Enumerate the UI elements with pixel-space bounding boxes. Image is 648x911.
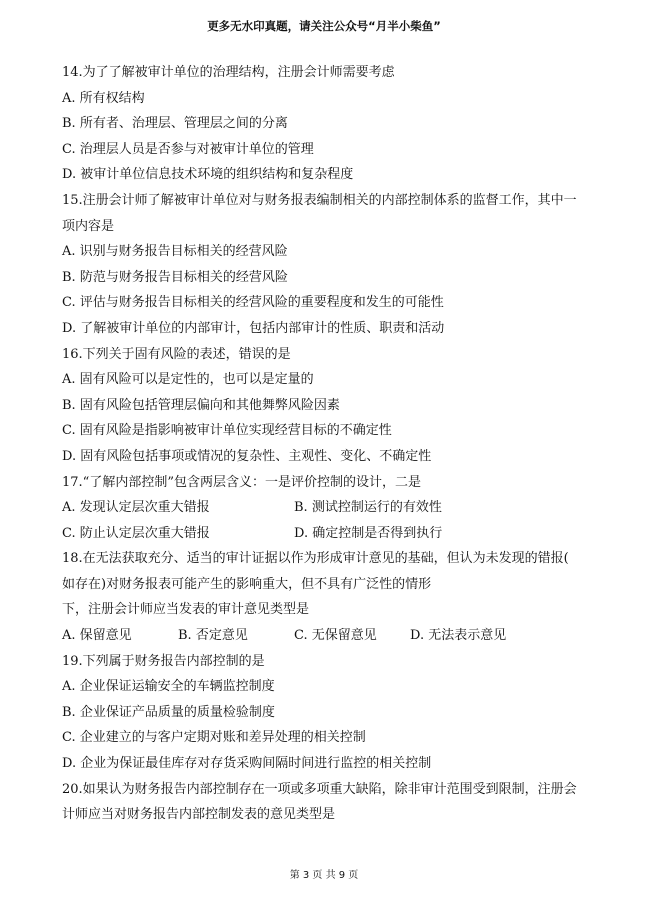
question-18-option-a: A. 保留意见 [62,628,132,644]
question-17-option-d: D. 确定控制是否得到执行 [294,525,443,541]
question-18-option-b: B. 否定意见 [178,628,248,644]
question-16-option-a: A. 固有风险可以是定性的，也可以是定量的 [62,372,314,388]
question-19-option-d: D. 企业为保证最佳库存对存货采购间隔时间进行监控的相关控制 [62,756,432,772]
question-18-option-c: C. 无保留意见 [294,628,377,644]
question-19-option-a: A. 企业保证运输安全的车辆监控制度 [62,679,275,695]
question-14-option-d: D. 被审计单位信息技术环境的组织结构和复杂程度 [62,167,354,183]
question-14-stem: 14.为了了解被审计单位的治理结构，注册会计师需要考虑 [62,65,395,80]
question-18-options-row [62,623,594,649]
question-18-stem-line-1: 18.在无法获取充分、适当的审计证据以作为形成审计意见的基础，但认为未发现的错报( [62,551,569,567]
question-17-options-row-1 [62,495,594,521]
question-14-option-c: C. 治理层人员是否参与对被审计单位的管理 [62,141,314,157]
question-19-stem: 19.下列属于财务报告内部控制的是 [62,653,265,669]
question-15-stem-line-2: 项内容是 [62,218,115,234]
question-17-option-a: A. 发现认定层次重大错报 [62,500,210,516]
question-15-option-d: D. 了解被审计单位的内部审计，包括内部审计的性质、职责和活动 [62,320,445,336]
question-15-option-c: C. 评估与财务报告目标相关的经营风险的重要程度和发生的可能性 [62,295,444,311]
question-16-option-b: B. 固有风险包括管理层偏向和其他舞弊风险因素 [62,397,340,413]
question-16-option-c: C. 固有风险是指影响被审计单位实现经营目标的不确定性 [62,423,392,439]
page-footer: 第 3 页 共 9 页 [289,870,359,881]
question-18-stem-line-3: 下，注册会计师应当发表的审计意见类型是 [62,602,310,618]
question-14-option-b: B. 所有者、治理层、管理层之间的分离 [62,116,288,132]
question-17-option-b: B. 测试控制运行的有效性 [294,500,442,516]
question-15-stem-line-1: 15.注册会计师了解被审计单位对与财务报表编制相关的内部控制体系的监督工作，其中一 [62,192,577,208]
question-17-stem: 17.“了解内部控制”包含两层含义：一是评价控制的设计，二是 [62,474,421,490]
question-16-stem: 16.下列关于固有风险的表述，错误的是 [62,346,291,362]
question-16-option-d: D. 固有风险包括事项或情况的复杂性、主观性、变化、不确定性 [62,448,432,464]
question-17-options-row-2 [62,521,594,547]
question-20-stem-line-1: 20.如果认为财务报告内部控制存在一项或多项重大缺陷，除非审计范围受到限制，注册会 [62,781,577,797]
question-17-option-c: C. 防止认定层次重大错报 [62,525,210,541]
question-18-option-d: D. 无法表示意见 [410,628,507,644]
question-18-stem-line-2: 如存在)对财务报表可能产生的影响重大，但不具有广泛性的情形 [62,576,432,592]
question-19-option-b: B. 企业保证产品质量的质量检验制度 [62,704,275,720]
question-20-stem-line-2: 计师应当对财务报告内部控制发表的意见类型是 [62,807,336,823]
question-14-option-a: A. 所有权结构 [62,90,145,106]
question-15-option-b: B. 防范与财务报告目标相关的经营风险 [62,269,288,285]
question-19-option-c: C. 企业建立的与客户定期对账和差异处理的相关控制 [62,730,366,746]
page-header: 更多无水印真题，请关注公众号“月半小柴鱼” [207,19,441,33]
question-list [62,60,594,828]
question-15-option-a: A. 识别与财务报告目标相关的经营风险 [62,244,288,260]
